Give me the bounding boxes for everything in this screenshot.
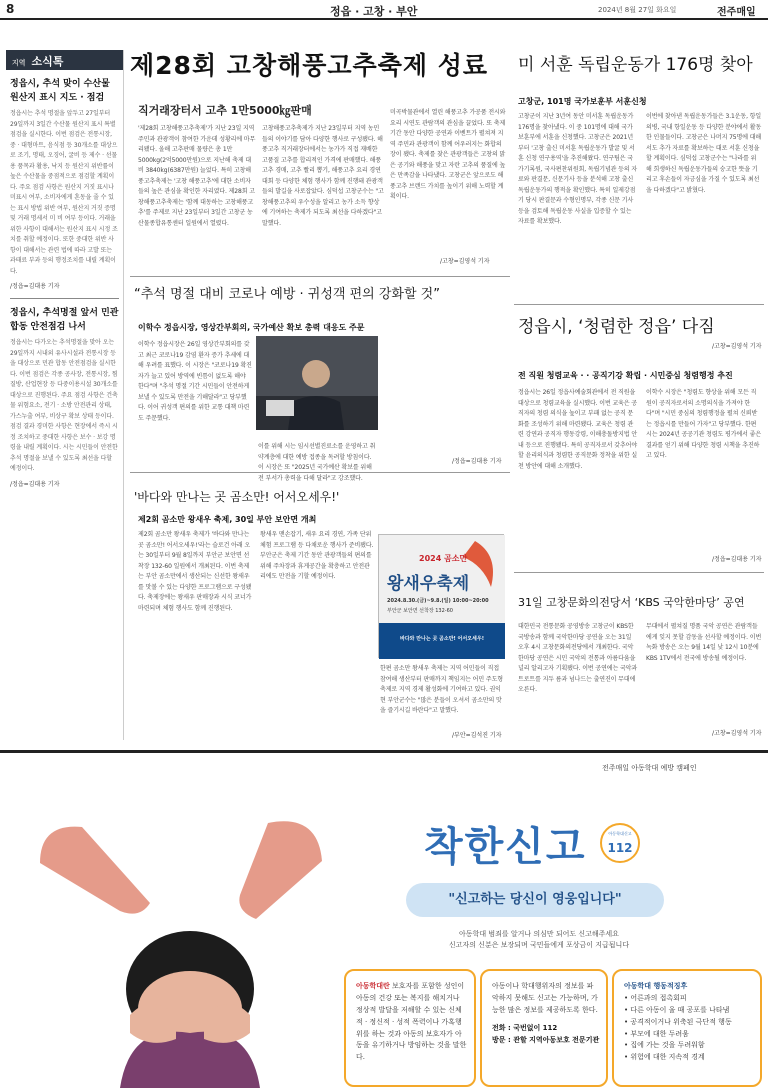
shrimp-festival-poster (378, 534, 504, 658)
divider (514, 572, 764, 573)
article-body-col: 대한민국 전통문화 공영방송 고창군이 KBS한국방송과 함께 국악한마당 공연을 오는 31일 오후 4시 고창문화의전당에서 개최한다. 국악한마당 공연은 시민 국악의 전통과 아름다움을 널리 알리고자 기획됐다. 이번 공연에는 국악과 트로트를 지두 름과 넘나드는 출연진이 무대에 오른다. (518, 623, 638, 693)
article-headline-festival: 제28회 고창해풍고추축제 성료 (130, 51, 488, 80)
divider (514, 304, 764, 305)
hotline-112-badge (600, 823, 640, 863)
article-body-col: 미곡박물관에서 열린 해풍고추 가공품 전시와 요리 시연도 관람객의 관심을 끌었다. 또 축제 기간 동안 다양한 공연과 이벤트가 펼쳐져 지역 주민과 관광객이 함께 어우러지는 화합의 장이 됐다. 축제를 찾은 관광객들은 고창의 맑은 공기와 해풍을 맞고 자란 고추의 품질에 높은 만족감을 나타냈다. 고창군은 앞으로도 해풍고추 브랜드 가치를 높이기 위해 노력할 계획이다. (390, 109, 506, 200)
article-byline: /정읍=김대용 기자 (712, 556, 762, 563)
brief-tag: 지역 (12, 59, 26, 67)
child-abuse-campaign-ad (0, 750, 768, 1088)
card-body: 보호자를 포함한 성인이 아동의 건강 또는 복지를 해치거나 정상적 발달을 저해할 수 있는 신체적 · 정신적 · 성적 폭력이나 가혹행위를 하는 것과 아동의 보호자가 아동을 유기하거나 방임하는 것을 말한다. (356, 982, 467, 1062)
mayor-photo (256, 336, 378, 430)
ad-title: 착한신고 (424, 824, 587, 870)
article-body-col: 무대에서 펼쳐질 명품 국악 공연은 관람객들에게 잊지 못할 감동을 선사할 예정이다. 이번 녹화 방송은 오는 9월 14일 낮 12시 10분에 KBS 1TV에서 전국에 방송될 예정이다. (646, 623, 762, 662)
article-body-col: 이학수 시장은 "청렴도 향상을 위해 모든 직원이 공직자로서의 소명의식을 가져야 한다"며 "시민 중심의 청렴행정을 펼쳐 신뢰받는 정읍시를 만들어 가자"고 당부했다. 한편 시는 2024년 공공기관 청렴도 평가에서 좋은 결과를 얻기 위해 다양한 청렴 시책을 추진하고 있다. (646, 389, 762, 459)
news-brief-sidebar (6, 50, 124, 740)
card-lead: 아동학대 행동적징후 (624, 982, 688, 990)
badge-number: 112 (607, 841, 633, 855)
list-item: • 어른과의 접촉회피 (624, 993, 754, 1005)
article-subhead-integrity: 전 직원 청렴교육 · · 공직기강 확립 · 시민중심 청렴행정 추진 (518, 371, 733, 380)
divider (130, 472, 510, 473)
list-item: • 위험에 대한 지속적 경계 (624, 1052, 754, 1064)
article-body-col: 고창해풍고추축제가 지난 23일부터 지역 농민들의 이야기를 담아 다양한 행사로 구성됐다. 해풍고추 직거래장터에서는 농가가 직접 재배한 고품질 고추를 합리적인 가격에 판매했다. 해풍고추 경매, 고추 빨리 뽑기, 해풍고추 요리 경연대회 등 다양한 체험 행사가 함께 진행돼 관광객들의 발길을 사로잡았다. 심덕섭 고창군수는 "고창해풍고추의 우수성을 알리고 농가 소득 향상에 기여하는 축제가 되도록 최선을 다하겠다"고 말했다. (262, 125, 384, 227)
card-visit: 방문 : 관할 지역아동보호 전문기관 (492, 1035, 600, 1044)
brief-byline-2: /정읍=김대용 기자 (10, 480, 60, 488)
article-byline: /고창=김영석 기자 (712, 730, 762, 737)
ad-slogan: "신고하는 당신이 영웅입니다" (406, 883, 664, 917)
article-byline: /고창=김영석 기자 (440, 258, 490, 265)
card-lead: 아동학대란 (356, 982, 390, 990)
article-headline-covid: “추석 명절 대비 코로나 예방 · 귀성객 편의 강화할 것” (134, 287, 440, 302)
ad-intro-line: 신고자의 신분은 보장되며 국민들에게 포상금이 지급됩니다 (448, 941, 630, 950)
paper-name: 전주매일 (717, 7, 756, 18)
article-subhead-covid: 이학수 정읍시장, 영상간부회의, 국가예산 확보 총력 대응도 주문 (138, 323, 365, 332)
divider (10, 298, 119, 299)
article-body-col: '제28회 고창해풍고추축제'가 지난 23일 지역 주민과 관광객이 참여한 가운데 성황리에 마무리됐다. 올해 고추판매 물량은 총 1만5000kg(2억5000만원)으로 지난해 축제 대비 3840kg(6387만원) 늘었다. 특히 고창해풍고추축제는 '고창 해풍고추'에 대한 소비자들의 높은 관심을 확인한 자리였다. 제28회 고창해풍고추축제는 '함께 대동하는 고창해풍고추'를 주제로 지난 23일부터 3일간 고창군 농산물종합유통센터 일원에서 열렸다. (138, 125, 256, 227)
article-body-col: 정읍시는 26일 정읍사예술회관에서 전 직원을 대상으로 청렴교육을 실시했다. 이번 교육은 공직자의 청렴 의식을 높이고 부패 없는 공직 문화를 조성하기 위해 마련됐다. 교육은 청렴 관련 강연과 공직자 행동강령, 이해충돌방지법 안내 등으로 진행됐다. 특히 공직자로서 갖추어야 할 윤리의식과 청렴한 공직문화 정착을 위한 실천 방안에 대해 소개했다. (518, 389, 638, 470)
article-body-col: 고창군이 지난 3년여 동안 미서훈 독립운동가 176명을 찾아냈다. 이 중 101명에 대해 국가보훈부에 서훈을 신청했다. 고창군은 2021년부터 '고창 출신 미서훈 독립운동가 발굴 및 서훈 신청 연구용역'을 추진해왔다. 연구팀은 국가기록원, 국사편찬위원회, 독립기념관 등의 자료와 판결문, 신문기사 등을 분석해 고창 출신 독립운동가의 행적을 확인했다. 특히 일제강점기 당시 판결문과 수형인명부, 각종 신문 기사 등을 검토해 독립운동 사실을 입증할 수 있는 자료를 확보했다. (518, 113, 638, 225)
list-item: • 집에 가는 것을 두려워함 (624, 1040, 754, 1052)
divider (130, 276, 510, 277)
article-headline-independence: 미 서훈 독립운동가 176명 찾아 (518, 55, 753, 75)
article-headline-kbs: 31일 고창문화의전당서 ‘KBS 국악한마당’ 공연 (518, 596, 745, 609)
badge-small-text: 아동학대신고 (608, 831, 632, 836)
issue-date: 2024년 8월 27일 화요일 (598, 6, 677, 14)
card-body: 아동이나 학대행위자의 정보를 파악하지 못해도 신고는 가능하며, 가능한 많은 정보를 제공하도록 한다. (492, 982, 598, 1014)
poster-place: 부안군 보안면 선착장 132-60 (387, 608, 453, 614)
ad-intro-line: 아동학대 범죄를 알거나 의심만 되어도 신고해주세요 (459, 930, 619, 938)
child-illustration (0, 783, 400, 1088)
article-body-col: 제2회 곰소만 왕새우 축제가 '바다와 만나는 곳 곰소만! 어서오세우!'라는 슬로건 아래 오는 30일부터 9월 8일까지 부안군 보안면 선착장 132-60 일원에서 개최된다. 이번 축제는 부안 곰소만에서 생산되는 신선한 왕새우를 맛볼 수 있는 다양한 프로그램으로 구성됐다. 축제장에는 왕새우 판매장과 시식 코너가 마련되며 체험 행사도 함께 진행된다. (138, 531, 252, 612)
article-body-col: 왕새우 맨손잡기, 새우 요리 경연, 가족 단위 체험 프로그램 등 다채로운 행사가 준비됐다. 부안군은 축제 기간 동안 관광객들의 편의를 위해 주차장과 휴게공간을 확충하고 안전관리에도 만전을 기할 예정이다. (260, 531, 374, 580)
portrait-image (256, 336, 378, 430)
article-byline: /부안=김석진 기자 (452, 732, 502, 739)
info-card-signs (612, 969, 762, 1087)
list-item: • 공격적이거나 위축된 극단적 행동 (624, 1017, 754, 1029)
brief-label: 소식톡 (31, 55, 64, 68)
brief-headline-1: 정읍시, 추석 맞이 수산물 원산지 표시 지도 · 점검 (10, 79, 110, 103)
brief-header (6, 50, 123, 70)
brief-headline-2: 정읍시, 추석명절 앞서 민관 합동 안전점검 나서 (10, 308, 119, 332)
info-card-report (480, 969, 608, 1087)
article-body-col: 한편 곰소만 왕새우 축제는 지역 어민들이 직접 참여해 생산부터 판매까지 책임지는 어민 주도형 축제로 지역 경제 활성화에 기여하고 있다. 권익현 부안군수는 "많은 분들이 오셔서 곰소만의 맛을 즐기시길 바란다"고 말했다. (380, 665, 503, 714)
list-item: • 다른 아동이 울 때 공포를 나타냄 (624, 1005, 754, 1017)
article-subhead-independence: 고창군, 101명 국가보훈부 서훈신청 (518, 97, 647, 106)
article-byline: /고창=김영석 기자 (712, 343, 762, 350)
article-headline-integrity: 정읍시, ‘청렴한 정읍’ 다짐 (518, 317, 715, 337)
section-name: 정읍 · 고창 · 부안 (330, 5, 418, 18)
list-item: • 부모에 대한 두려움 (624, 1029, 754, 1041)
poster-slogan: 바다와 만나는 곳 곰소만! 어서오세우! (400, 636, 484, 642)
brief-body-2: 정읍시는 다가오는 추석명절을 맞아 오는 29일까지 시내외 유사시설과 전통시장 등을 대상으로 민관 합동 안전점검을 실시한다. 이번 점검은 각종 공사장, 전통시장, 찜질방, 산업현장 등 다중이용시설 30개소를 대상으로 진행된다. 주요 점검 사항은 건축물 위험요소, 전기 · 소방 안전관리 상태, 가스누출 여부, 비상구 확보 상태 등이다. 점검 결과 경미한 사항은 현장에서 즉시 시정 조치하고 중대한 사항은 보수 · 보강 명령을 내릴 계획이다. 시는 시민들이 안전한 추석 명절을 보낼 수 있도록 최선을 다할 예정이다. (10, 339, 118, 472)
card-phone: 전화 : 국번없이 112 (492, 1023, 558, 1032)
article-subhead-shrimp: 제2회 곰소만 왕새우 축제, 30일 부안 보안면 개최 (138, 515, 317, 524)
masthead (0, 0, 768, 20)
article-headline-shrimp: '바다와 만나는 곳 곰소만! 어서오세우!' (134, 490, 340, 504)
ad-intro (426, 929, 652, 951)
article-body-col: 이학수 정읍시장은 26일 영상간부회의를 갖고 최근 코로나19 감염 환자 증가 추세에 대해 우려를 표했다. 이 시장은 "코로나19 확진자가 늘고 있어 방역에 빈틈이 없도록 해야 한다"며 "추석 명절 기간 시민들이 안전하게 보낼 수 있도록 만전을 기해달라"고 당부했다. 이어 귀성객 편의를 위한 교통 대책 마련도 주문했다. (138, 341, 252, 422)
ad-campaign-label: 전주매일 아동학대 예방 캠페인 (602, 764, 697, 772)
poster-dates: 2024.8.30.(금)~9.8.(일) 10:00~20:00 (387, 598, 489, 604)
brief-byline-1: /정읍=김대용 기자 (10, 283, 60, 290)
article-body-col: 이번에 찾아낸 독립운동가들은 3.1운동, 항일의병, 국내 항일운동 등 다양한 분야에서 활동한 인물들이다. 고창군은 나머지 75명에 대해서도 추가 자료를 확보하는 대로 서훈 신청을 할 계획이다. 심덕섭 고창군수는 "나라를 위해 희생하신 독립운동가들의 숭고한 뜻을 기리고 후손들이 자긍심을 가질 수 있도록 최선을 다하겠다"고 밝혔다. (646, 113, 762, 194)
brief-body-1: 정읍시는 추석 명절을 앞두고 27일부터 29일까지 3일간 수산물 원산지 표시 특별점검을 실시한다. 이번 점검은 전통시장, 중 · 대형마트, 음식점 등 30개소를 대상으로 조기, 명태, 오징어, 굴비 등 제수 · 선물용 품목과 활용, 낙지 등 원산지 위반률이 높은 수산물을 중점적으로 점검할 계획이다. 주요 점검 사항은 원산지 거짓 표시나 미표시 여부, 소비자에게 혼동을 줄 수 있는 표시 방법 위반 여부, 원산지 거짓 증명 및 거래 명세서 미 비 여부 등이다. 거래을 위한 사항이 대해서는 원산지 표시 시정 조치를 취할 예정이다. 또한 중대한 위반 사항이 대해서는 관련 법에 따라 고발 또는 과태료 부과 등의 행정조치를 내릴 계획이다. (10, 110, 118, 275)
article-body-col: 이를 위해 시는 임시선별진료소를 운영하고 취약계층에 대한 예방 접종을 독려할 방침이다. 이 시장은 또 "2025년 국가예산 확보를 위해 전 부서가 총력을 다해 달라"고 강조했다. (258, 443, 376, 482)
page-number: 8 (6, 2, 15, 16)
signs-list (624, 993, 754, 1064)
poster-line2: 왕새우축제 (387, 574, 470, 594)
poster-line1: 2024 곰소만 (419, 554, 468, 563)
article-subhead-festival: 직거래장터서 고추 1만5000㎏판매 (138, 104, 312, 117)
article-byline: /정읍=김대용 기자 (452, 458, 502, 465)
info-card-definition (344, 969, 476, 1087)
